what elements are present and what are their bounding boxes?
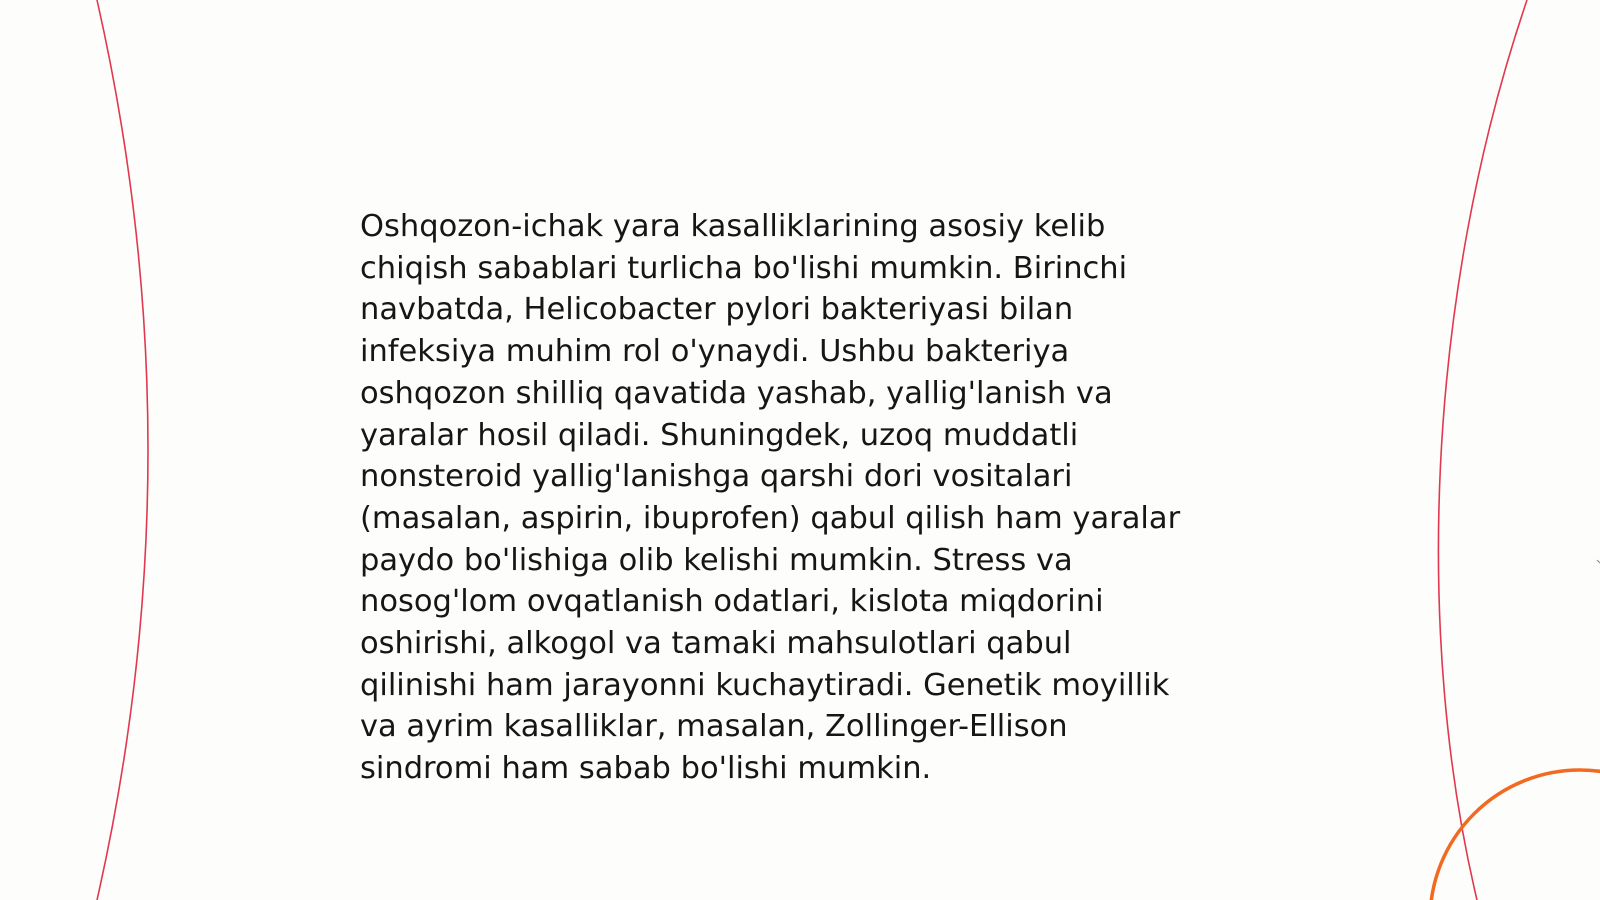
paragraph-line: oshqozon shilliq qavatida yashab, yallig'lanish va [360,375,1113,411]
paragraph-line: qilinishi ham jarayonni kuchaytiradi. Genetik moyillik [360,667,1170,703]
paragraph-line: Oshqozon-ichak yara kasalliklarining asosiy kelib [360,209,1106,244]
paragraph-line: paydo bo'lishiga olib kelishi mumkin. Stress va [360,542,1073,578]
paragraph-line: chiqish sabablari turlicha bo'lishi mumkin. Birinchi [360,250,1128,286]
paragraph-line: sindromi ham sabab bo'lishi mumkin. [360,751,932,787]
paragraph-line: navbatda, Helicobacter pylori bakteriyasi bilan [360,292,1074,328]
paragraph-line: nonsteroid yallig'lanishga qarshi dori vositalari [360,459,1073,495]
paragraph-line: yaralar hosil qiladi. Shuningdek, uzoq muddatli [360,417,1079,453]
left-arc [97,0,148,900]
paragraph-line: infeksiya muhim rol o'ynaydi. Ushbu bakteriya [360,334,1070,370]
right-arc [1438,0,1527,900]
body-paragraph [360,206,1240,790]
paragraph-line: oshirishi, alkogol va tamaki mahsulotlari qabul [360,626,1072,662]
paragraph-line: va ayrim kasalliklar, masalan, Zollinger-Ellison [360,709,1068,745]
paragraph-line: (masalan, aspirin, ibuprofen) qabul qilish ham yaralar [360,500,1181,536]
paragraph-line: nosog'lom ovqatlanish odatlari, kislota miqdorini [360,584,1104,620]
